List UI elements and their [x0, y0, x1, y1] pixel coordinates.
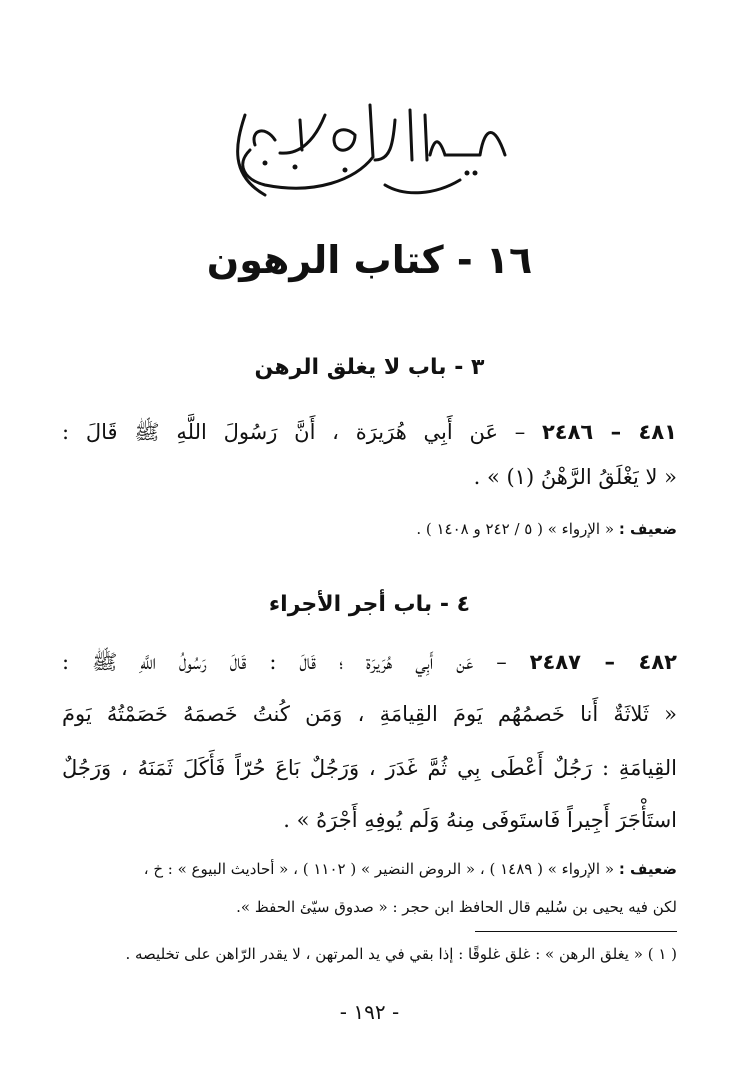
footnote-divider	[475, 931, 677, 932]
chapter-title: ٤ - باب أجر الأجراء	[268, 592, 471, 617]
basmala-logo-icon	[205, 85, 535, 205]
grade-label: ضعيف :	[618, 860, 677, 878]
grade-note: لكن فيه يحيى بن سُليم قال الحافظ ابن حجر : « صدوق سيّئ الحفظ ».	[236, 898, 677, 916]
hadith-opening-line	[62, 650, 677, 675]
grade-label: ضعيف :	[618, 520, 677, 538]
hadith-text: – عَن أَبِي هُرَيرَة ، أَنَّ رَسُولَ اللَّهِ ﷺ قَالَ :	[62, 420, 526, 444]
hadith-matn-line: استَأْجَرَ أَجِيراً فَاستَوفَى مِنهُ وَلَم يُوفِهِ أَجْرَهُ » .	[283, 808, 677, 832]
hadith-number: ٤٨١ – ٢٤٨٦	[541, 420, 677, 444]
book-title: ١٦ - كتاب الرهون	[206, 238, 533, 282]
basmala-calligraphy	[205, 85, 535, 205]
page-number: - ١٩٢ -	[339, 1000, 400, 1024]
footnote: ( ١ ) « يغلق الرهن » : غلق غلوقًا : إذا بقي في يد المرتهن ، لا يقدر الرّاهن على تخليصه .	[125, 945, 677, 963]
grade-text: « الإرواء » ( ٥ / ٢٤٢ و ١٤٠٨ ) .	[416, 520, 615, 538]
hadith-opening-line	[62, 420, 677, 445]
hadith-matn-line: « ثَلاثَةٌ أَنا خَصمُهُم يَومَ القِيامَةِ ، وَمَن كُنتُ خَصمَهُ خَصَمْتُهُ يَومَ	[62, 702, 677, 726]
hadith-matn-line: القِيامَةِ : رَجُلٌ أَعْطَى بِي ثُمَّ غَدَرَ ، وَرَجُلٌ بَاعَ حُرّاً فَأَكَلَ ثَمَنَهُ ، وَرَجُلٌ	[62, 756, 677, 780]
hadith-number: ٤٨٢ – ٢٤٨٧	[529, 650, 677, 674]
hadith-text: – عَن أَبِي هُرَيرَة ؛ قَالَ : قَالَ رَسُولُ اللَّهِ ﷺ :	[62, 650, 507, 674]
chapter-title: ٣ - باب لا يغلق الرهن	[254, 355, 485, 380]
hadith-grade	[62, 520, 677, 538]
hadith-matn-line: « لا يَغْلَقُ الرَّهْنُ (١) » .	[473, 465, 677, 489]
grade-text: « الإرواء » ( ١٤٨٩ ) ، « الروض النضير » ( ١١٠٢ ) ، « أحاديث البيوع » : خ ،	[143, 860, 615, 878]
hadith-grade	[62, 860, 677, 878]
